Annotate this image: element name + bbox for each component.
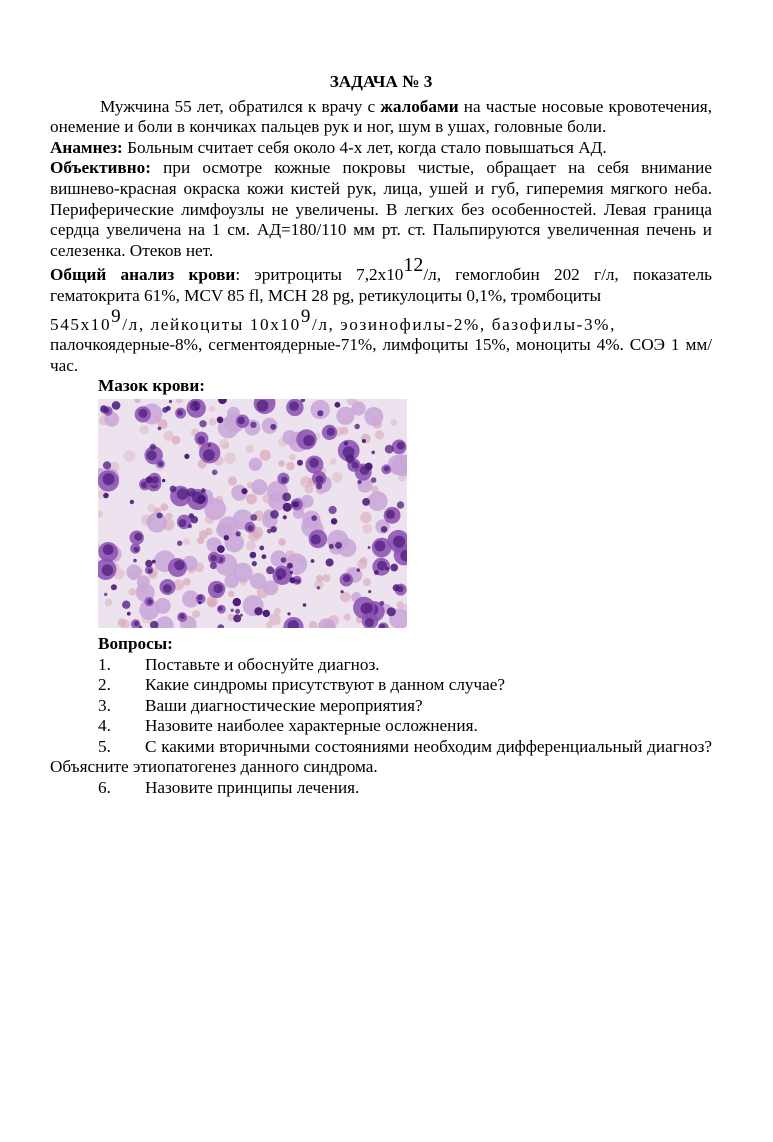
dark-cell [188, 524, 192, 528]
question-text: Какие синдромы присутствуют в данном случае? [145, 675, 506, 695]
dark-cell [266, 566, 274, 574]
platelet-count: 545х10 [50, 314, 112, 334]
red-blood-cell [340, 592, 351, 603]
dark-cell [224, 535, 229, 540]
cell-nucleus [247, 525, 253, 531]
dark-cell [103, 461, 111, 469]
dark-cell [254, 607, 262, 615]
dark-cell [150, 444, 156, 450]
dark-cell [374, 570, 379, 575]
dark-cell [283, 503, 292, 512]
dark-cell [303, 603, 307, 607]
dark-cell [344, 441, 348, 445]
red-blood-cell [289, 454, 296, 461]
dark-cell [311, 559, 315, 563]
cell-nucleus [386, 510, 395, 519]
dark-cell [329, 506, 337, 514]
cell-nucleus [163, 584, 172, 593]
red-blood-cell [176, 399, 183, 403]
question-text: Назовите наиболее характерные осложнения. [145, 716, 478, 736]
cell-nucleus [397, 442, 405, 450]
cell-nucleus [197, 436, 205, 444]
dark-cell [290, 577, 296, 583]
question-number: 6. [98, 778, 111, 798]
light-cell [225, 574, 240, 589]
dark-cell [397, 501, 404, 508]
red-blood-cell [183, 538, 190, 545]
dark-cell [277, 576, 282, 581]
cell-nucleus [218, 606, 223, 611]
cell-nucleus [295, 579, 300, 584]
question-number: 1. [98, 654, 111, 674]
red-blood-cell [246, 541, 256, 551]
dark-cell [130, 500, 134, 504]
dark-cell [235, 609, 240, 614]
dark-cell [329, 544, 334, 549]
red-blood-cell [360, 557, 367, 564]
dark-cell [385, 445, 394, 454]
question-number: 2. [98, 675, 111, 695]
red-blood-cell [147, 504, 156, 513]
dark-cell [184, 454, 189, 459]
blood-test-paragraph [50, 254, 713, 376]
question-item [50, 696, 712, 717]
objective-paragraph [50, 158, 712, 261]
dark-cell [346, 455, 355, 464]
cell-nucleus [311, 534, 321, 544]
dark-cell [270, 526, 276, 532]
light-cell [336, 407, 354, 425]
red-blood-cell [219, 439, 229, 449]
cell-nucleus [203, 449, 215, 461]
dark-cell [217, 545, 225, 553]
blood-test-wide-line [50, 305, 712, 336]
dark-cell [270, 510, 279, 519]
dark-cell [169, 400, 172, 403]
red-blood-cell [129, 588, 137, 596]
dark-cell [362, 498, 370, 506]
dark-cell [236, 531, 241, 536]
dark-cell [208, 443, 211, 446]
cell-nucleus [238, 417, 245, 424]
dark-cell [297, 460, 303, 466]
dark-cell [240, 614, 243, 617]
dark-cell [368, 546, 371, 549]
dark-cell [386, 567, 389, 570]
dark-cell [390, 564, 398, 572]
dark-cell [368, 590, 371, 593]
blood-smear-illustration [98, 399, 407, 628]
dark-cell [191, 516, 198, 523]
objective-label: Объективно: [50, 158, 151, 178]
dark-cell [335, 542, 342, 549]
questions-heading: Вопросы: [98, 633, 173, 653]
dark-cell [158, 427, 162, 431]
cell-nucleus [197, 595, 202, 600]
dark-cell [250, 552, 257, 559]
cell-nucleus [327, 428, 335, 436]
blood-test-text-4: /л, лейкоциты 10х10 [122, 314, 301, 334]
red-blood-cell [123, 450, 135, 462]
dark-cell [252, 561, 257, 566]
dark-cell [133, 559, 137, 563]
cell-nucleus [148, 569, 153, 574]
blood-test-text-6: палочкоядерные-8%, сегментоядерные-71%, лимфоциты 15%, моноциты 4%. СОЭ 1 мм/час. [50, 335, 712, 375]
cell-nucleus [393, 536, 405, 548]
dark-cell [362, 439, 366, 443]
light-cell [251, 479, 267, 495]
dark-cell [170, 486, 177, 493]
red-blood-cell [316, 575, 323, 582]
red-blood-cell [199, 530, 208, 539]
dark-cell [317, 410, 323, 416]
dark-cell [162, 479, 165, 482]
red-blood-cell [118, 618, 126, 626]
dark-cell [111, 584, 117, 590]
dark-cell [331, 518, 337, 524]
dark-cell [212, 469, 218, 475]
dark-cell [341, 590, 344, 593]
complaint-paragraph [50, 97, 712, 138]
dark-cell [112, 401, 121, 410]
cell-nucleus [134, 533, 142, 541]
dark-cell [217, 624, 224, 628]
dark-cell [250, 422, 256, 428]
dark-cell [177, 540, 182, 545]
question-text: Поставьте и обоснуйте диагноз. [145, 654, 380, 674]
question-item [50, 675, 712, 696]
dark-cell [287, 612, 290, 615]
dark-cell [263, 610, 270, 617]
cell-nucleus [289, 401, 299, 411]
dark-cell [292, 501, 298, 507]
dark-cell [262, 554, 267, 559]
red-blood-cell [360, 512, 371, 523]
red-blood-cell [278, 538, 286, 546]
red-blood-cell [140, 425, 149, 434]
red-blood-cell [163, 431, 173, 441]
red-blood-cell [166, 513, 173, 520]
cell-nucleus [384, 466, 389, 471]
dark-cell [357, 568, 360, 571]
red-blood-cell [192, 610, 200, 618]
dark-cell [198, 495, 206, 503]
dark-cell [287, 563, 293, 569]
cell-nucleus [177, 410, 183, 416]
rbc-exponent: 12 [403, 254, 424, 277]
light-cell [137, 575, 150, 588]
platelet-exponent: 9 [111, 305, 123, 327]
red-blood-cell [286, 462, 294, 470]
light-cell [368, 491, 388, 511]
questions-list [50, 655, 712, 799]
question-text: Ваши диагностические мероприятия? [145, 695, 423, 715]
dark-cell [241, 488, 247, 494]
light-cell [249, 458, 262, 471]
question-text: С какими вторичными состояниями необходим дифференциальный диагноз? Объясните этиопатогенез данного синдрома. [50, 736, 712, 777]
question-item [50, 655, 712, 676]
red-blood-cell [390, 419, 397, 426]
cell-nucleus [103, 473, 115, 485]
cell-nucleus [214, 584, 223, 593]
anamnesis-text: Больным считает себя около 4-х лет, когда стало повышаться АД. [122, 137, 607, 157]
red-blood-cell [344, 613, 351, 620]
dark-cell [201, 488, 206, 493]
complaint-bold: жалобами [380, 96, 459, 116]
red-blood-cell [332, 472, 343, 483]
cell-nucleus [134, 621, 139, 626]
document-page [50, 72, 712, 799]
dark-cell [355, 424, 360, 429]
cell-nucleus [134, 547, 140, 553]
dark-cell [104, 593, 107, 596]
dark-cell [290, 571, 293, 574]
cell-nucleus [179, 519, 187, 527]
dark-cell [187, 488, 196, 497]
red-blood-cell [363, 578, 371, 586]
red-blood-cell [228, 591, 234, 597]
dark-cell [393, 584, 400, 591]
cell-nucleus [210, 555, 217, 562]
cell-nucleus [365, 618, 374, 627]
red-blood-cell [309, 621, 318, 628]
dark-cell [157, 512, 163, 518]
cell-nucleus [361, 602, 373, 614]
red-blood-cell [134, 399, 140, 403]
question-number: 5. [98, 736, 111, 756]
dark-cell [283, 515, 287, 519]
anamnesis-paragraph [50, 138, 712, 159]
dark-cell [162, 407, 168, 413]
red-blood-cell [105, 599, 112, 606]
dark-cell [103, 493, 109, 499]
red-blood-cell [397, 601, 404, 608]
cell-nucleus [174, 560, 184, 570]
dark-cell [127, 612, 131, 616]
blood-test-label: Общий анализ крови [50, 265, 236, 285]
cell-nucleus [343, 575, 350, 582]
red-blood-cell [246, 494, 257, 505]
red-blood-cell [209, 406, 215, 412]
red-blood-cell [260, 450, 271, 461]
light-cell [216, 522, 232, 538]
cell-nucleus [316, 475, 324, 483]
dark-cell [316, 483, 322, 489]
dark-cell [387, 607, 396, 616]
dark-cell [231, 609, 234, 612]
cell-nucleus [257, 400, 269, 412]
red-blood-cell [323, 574, 331, 582]
red-blood-cell [278, 460, 285, 467]
cell-nucleus [281, 477, 288, 484]
dark-cell [282, 492, 291, 501]
cell-nucleus [138, 409, 147, 418]
question-text: Назовите принципы лечения. [145, 778, 360, 798]
cell-nucleus [147, 450, 157, 460]
dark-cell [281, 557, 287, 563]
blood-test-text-2: /л, гемоглобин 202 г/л, показатель гематокрита 61%, MCV 85 fl, MCH 28 pg, ретикулоциты 0,1%, тромбоциты [50, 265, 713, 305]
anamnesis-label: Анамнез: [50, 137, 123, 157]
red-blood-cell [160, 503, 168, 511]
dark-cell [233, 598, 241, 606]
red-blood-cell [228, 476, 237, 485]
objective-text: при осмотре кожные покровы чистые, обращает на себя внимание вишнево-красная окраска кожи кистей рук, лица, ушей и губ, гиперемия мягкого неба. Периферические лимфоузлы не увеличены. В легких без особенностей. Левая граница сердца увеличена на 1 см. АД=180/110 мм рт. ст. Пальпируются увеличенная печень и селезенка. Отеков нет. [50, 158, 712, 260]
red-blood-cell [98, 511, 103, 518]
complaint-text-1: Мужчина 55 лет, обратился к врачу с [100, 96, 381, 116]
cell-nucleus [375, 540, 386, 551]
complaint-text-2: на частые носовые кровотечения, онемение и боли в кончиках пальцев рук и ног, шум в ушах, головные боли. [50, 96, 712, 137]
dark-cell [357, 480, 361, 484]
red-blood-cell [375, 430, 384, 439]
dark-cell [270, 424, 276, 430]
light-cell [155, 598, 171, 614]
dark-cell [365, 463, 373, 471]
dark-cell [317, 586, 320, 589]
dark-cell [218, 399, 227, 404]
blood-smear-image [98, 399, 407, 628]
cell-nucleus [179, 613, 185, 619]
dark-cell [195, 406, 199, 410]
dark-cell [335, 402, 341, 408]
red-blood-cell [330, 458, 337, 465]
red-blood-cell [224, 452, 236, 464]
dark-cell [311, 515, 317, 521]
dark-cell [259, 545, 264, 550]
task-title: ЗАДАЧА № 3 [329, 72, 433, 91]
red-blood-cell [246, 445, 254, 453]
dark-cell [198, 601, 201, 604]
question-number: 4. [98, 716, 111, 736]
dark-cell [371, 451, 375, 455]
red-blood-cell [274, 608, 281, 615]
cell-nucleus [158, 461, 163, 466]
dark-cell [145, 560, 152, 567]
red-blood-cell [362, 524, 372, 534]
question-number: 3. [98, 695, 111, 715]
red-blood-cell [209, 418, 217, 426]
dark-cell [380, 601, 385, 606]
cell-nucleus [177, 488, 188, 499]
blood-test-text-5: /л, эозинофилы-2%, базофилы-3%, [311, 314, 616, 334]
dark-cell [210, 562, 217, 569]
red-blood-cell [183, 578, 191, 586]
dark-cell [146, 476, 153, 483]
dark-cell [326, 558, 334, 566]
smear-heading: Мазок крови: [98, 376, 205, 396]
cell-nucleus [103, 544, 114, 555]
cell-nucleus [309, 458, 319, 468]
dark-cell [217, 416, 224, 423]
dark-cell [371, 477, 377, 483]
dark-cell [381, 526, 387, 532]
cell-nucleus [377, 561, 387, 571]
red-blood-cell [208, 598, 217, 607]
question-item [50, 737, 712, 778]
cell-nucleus [147, 599, 152, 604]
question-item [50, 716, 712, 737]
cell-nucleus [303, 435, 314, 446]
dark-cell [122, 600, 130, 608]
dark-cell [250, 514, 257, 521]
cell-nucleus [102, 564, 114, 576]
blood-test-text-1: : эритроциты 7,2х10 [235, 265, 404, 285]
light-cell [364, 407, 383, 426]
dark-cell [100, 405, 107, 412]
dark-cell [199, 420, 206, 427]
wbc-exponent: 9 [300, 305, 312, 327]
question-item [50, 778, 712, 799]
